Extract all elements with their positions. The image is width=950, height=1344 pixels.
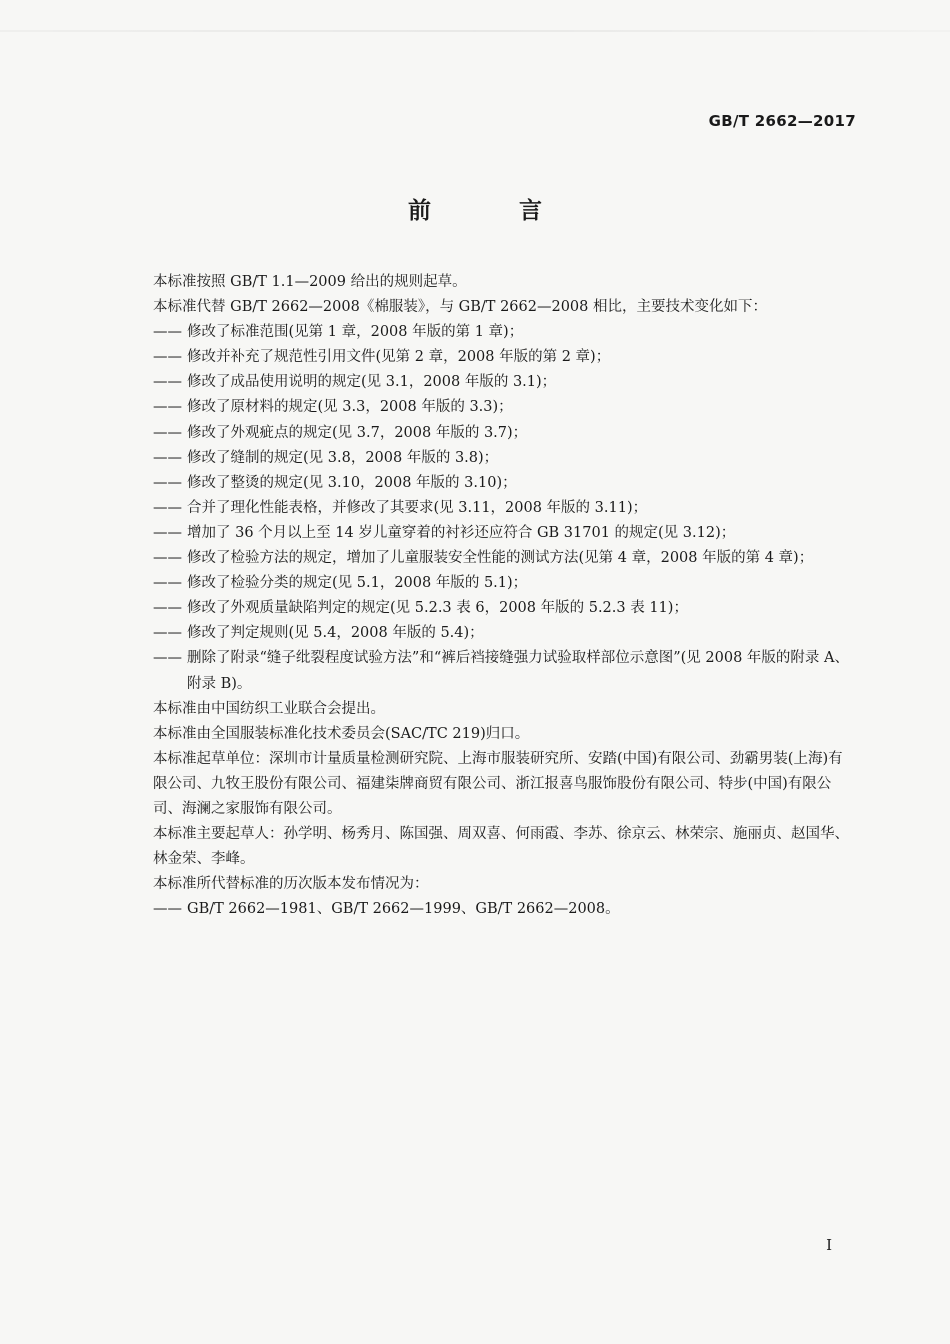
dash-marker: —— bbox=[153, 499, 182, 516]
paragraph-replacement: 本标准代替 GB/T 2662—2008《棉服装》，与 GB/T 2662—2008 相比，主要技术变化如下： bbox=[153, 299, 767, 316]
list-item: —— 修改了外观疵点的规定(见 3.7，2008 年版的 3.7)； bbox=[153, 421, 856, 446]
list-item: —— 修改了检验方法的规定，增加了儿童服装安全性能的测试方法(见第 4 章，2008 年版的第 4 章)； bbox=[153, 546, 856, 571]
dash-marker: —— bbox=[153, 399, 182, 416]
list-item: —— 修改并补充了规范性引用文件(见第 2 章，2008 年版的第 2 章)； bbox=[153, 345, 856, 370]
list-item: —— 修改了成品使用说明的规定(见 3.1，2008 年版的 3.1)； bbox=[153, 370, 856, 395]
dash-marker: —— bbox=[153, 901, 182, 918]
dash-marker: —— bbox=[153, 324, 182, 341]
list-item: —— 修改了缝制的规定(见 3.8，2008 年版的 3.8)； bbox=[153, 446, 856, 471]
scan-artifact-line bbox=[0, 30, 950, 32]
list-item: —— 修改了标准范围(见第 1 章，2008 年版的第 1 章)； bbox=[153, 320, 856, 345]
dash-marker: —— bbox=[153, 625, 182, 642]
dash-marker: —— bbox=[153, 575, 182, 592]
paragraph-history-intro: 本标准所代替标准的历次版本发布情况为： bbox=[153, 876, 429, 893]
list-item: —— 删除了附录“缝子纰裂程度试验方法”和“裤后裆接缝强力试验取样部位示意图”(见 2008 年版的附录 A、附录 B)。 bbox=[153, 646, 856, 696]
list-item: —— 修改了外观质量缺陷判定的规定(见 5.2.3 表 6，2008 年版的 5.2.3 表 11)； bbox=[153, 596, 856, 621]
list-item: —— 修改了检验分类的规定(见 5.1，2008 年版的 5.1)； bbox=[153, 571, 856, 596]
dash-marker: —— bbox=[153, 449, 182, 466]
dash-marker: —— bbox=[153, 524, 182, 541]
paragraph-committee: 本标准由全国服装标准化技术委员会(SAC/TC 219)归口。 bbox=[153, 725, 530, 742]
paragraph-drafters: 本标准主要起草人：孙学明、杨秀月、陈国强、周双喜、何雨霞、李苏、徐京云、林荣宗、施丽贞、赵国华、林金荣、李峰。 bbox=[153, 826, 849, 868]
dash-marker: —— bbox=[153, 424, 182, 441]
list-item: —— 修改了判定规则(见 5.4，2008 年版的 5.4)； bbox=[153, 621, 856, 646]
paragraph-proposer: 本标准由中国纺织工业联合会提出。 bbox=[153, 700, 385, 717]
paragraph-drafting-rule: 本标准按照 GB/T 1.1—2009 给出的规则起草。 bbox=[153, 274, 467, 290]
foreword-body bbox=[153, 270, 856, 922]
list-item: —— 增加了 36 个月以上至 14 岁儿童穿着的衬衫还应符合 GB 31701 的规定(见 3.12)； bbox=[153, 521, 856, 546]
dash-marker: —— bbox=[153, 550, 182, 567]
page-title: 前 言 bbox=[407, 198, 582, 224]
dash-marker: —— bbox=[153, 600, 182, 617]
standard-code-header: GB/T 2662—2017 bbox=[708, 112, 856, 130]
history-item: —— GB/T 2662—1981、GB/T 2662—1999、GB/T 2662—2008。 bbox=[153, 897, 856, 922]
dash-marker: —— bbox=[153, 474, 182, 491]
paragraph-drafting-units: 本标准起草单位：深圳市计量质量检测研究院、上海市服装研究所、安踏(中国)有限公司、劲霸男装(上海)有限公司、九牧王股份有限公司、福建柒牌商贸有限公司、浙江报喜鸟服饰股份有限公司、特步(中国)有限公司、海澜之家服饰有限公司。 bbox=[153, 750, 843, 817]
dash-marker: —— bbox=[153, 650, 182, 667]
changes-list bbox=[153, 320, 856, 696]
list-item: —— 修改了整烫的规定(见 3.10，2008 年版的 3.10)； bbox=[153, 471, 856, 496]
list-item: —— 合并了理化性能表格，并修改了其要求(见 3.11，2008 年版的 3.11)； bbox=[153, 496, 856, 521]
dash-marker: —— bbox=[153, 374, 182, 391]
dash-marker: —— bbox=[153, 349, 182, 366]
list-item: —— 修改了原材料的规定(见 3.3，2008 年版的 3.3)； bbox=[153, 395, 856, 420]
page-folio: I bbox=[826, 1236, 832, 1254]
